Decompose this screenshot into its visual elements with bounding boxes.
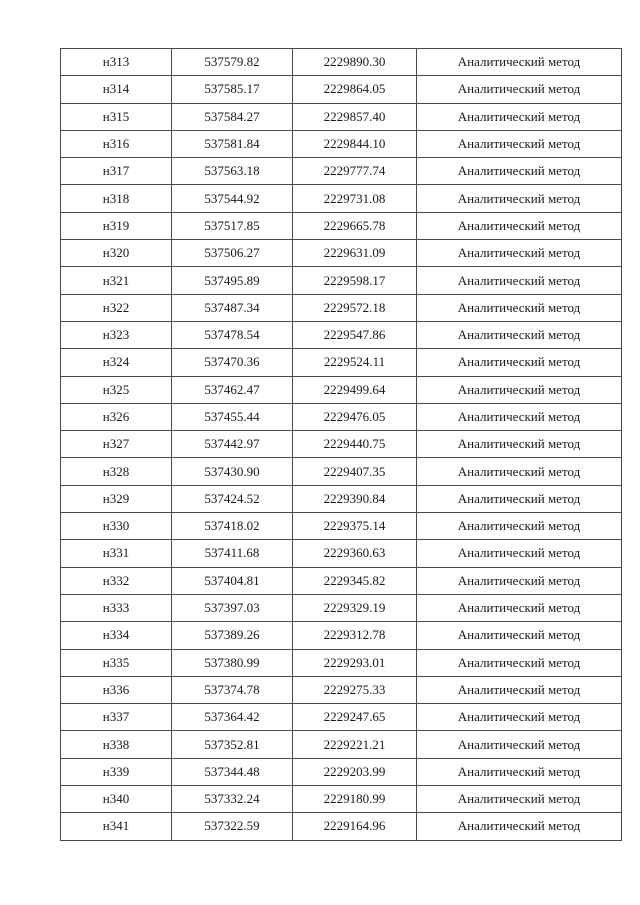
table-row [61, 594, 622, 621]
point-name-cell: н316 [61, 130, 172, 157]
method-cell: Аналитический метод [417, 431, 622, 458]
point-name-cell: н317 [61, 158, 172, 185]
x-coordinate-cell: 537389.26 [172, 622, 293, 649]
point-name-cell: н319 [61, 212, 172, 239]
table-row [61, 813, 622, 840]
point-name-cell: н320 [61, 240, 172, 267]
method-cell: Аналитический метод [417, 267, 622, 294]
y-coordinate-cell: 2229329.19 [293, 594, 417, 621]
point-name-cell: н313 [61, 49, 172, 76]
y-coordinate-cell: 2229598.17 [293, 267, 417, 294]
y-coordinate-cell: 2229524.11 [293, 349, 417, 376]
y-coordinate-cell: 2229844.10 [293, 130, 417, 157]
x-coordinate-cell: 537585.17 [172, 76, 293, 103]
x-coordinate-cell: 537411.68 [172, 540, 293, 567]
y-coordinate-cell: 2229499.64 [293, 376, 417, 403]
method-cell: Аналитический метод [417, 704, 622, 731]
method-cell: Аналитический метод [417, 758, 622, 785]
table-row [61, 458, 622, 485]
method-cell: Аналитический метод [417, 485, 622, 512]
method-cell: Аналитический метод [417, 786, 622, 813]
point-name-cell: н339 [61, 758, 172, 785]
method-cell: Аналитический метод [417, 540, 622, 567]
table-row [61, 649, 622, 676]
method-cell: Аналитический метод [417, 294, 622, 321]
x-coordinate-cell: 537418.02 [172, 513, 293, 540]
x-coordinate-cell: 537487.34 [172, 294, 293, 321]
y-coordinate-cell: 2229164.96 [293, 813, 417, 840]
method-cell: Аналитический метод [417, 349, 622, 376]
point-name-cell: н327 [61, 431, 172, 458]
method-cell: Аналитический метод [417, 158, 622, 185]
x-coordinate-cell: 537506.27 [172, 240, 293, 267]
method-cell: Аналитический метод [417, 622, 622, 649]
x-coordinate-cell: 537322.59 [172, 813, 293, 840]
point-name-cell: н328 [61, 458, 172, 485]
point-name-cell: н329 [61, 485, 172, 512]
table-row [61, 103, 622, 130]
table-row [61, 403, 622, 430]
method-cell: Аналитический метод [417, 676, 622, 703]
table-row [61, 567, 622, 594]
method-cell: Аналитический метод [417, 649, 622, 676]
x-coordinate-cell: 537563.18 [172, 158, 293, 185]
table-row [61, 240, 622, 267]
x-coordinate-cell: 537374.78 [172, 676, 293, 703]
point-name-cell: н315 [61, 103, 172, 130]
table-row [61, 267, 622, 294]
table-row [61, 349, 622, 376]
x-coordinate-cell: 537462.47 [172, 376, 293, 403]
point-name-cell: н333 [61, 594, 172, 621]
point-name-cell: н330 [61, 513, 172, 540]
method-cell: Аналитический метод [417, 594, 622, 621]
x-coordinate-cell: 537579.82 [172, 49, 293, 76]
method-cell: Аналитический метод [417, 513, 622, 540]
y-coordinate-cell: 2229390.84 [293, 485, 417, 512]
x-coordinate-cell: 537404.81 [172, 567, 293, 594]
method-cell: Аналитический метод [417, 376, 622, 403]
point-name-cell: н341 [61, 813, 172, 840]
y-coordinate-cell: 2229407.35 [293, 458, 417, 485]
method-cell: Аналитический метод [417, 185, 622, 212]
table-row [61, 622, 622, 649]
y-coordinate-cell: 2229247.65 [293, 704, 417, 731]
table-row [61, 704, 622, 731]
y-coordinate-cell: 2229375.14 [293, 513, 417, 540]
coordinates-table-body [61, 49, 622, 841]
point-name-cell: н337 [61, 704, 172, 731]
y-coordinate-cell: 2229360.63 [293, 540, 417, 567]
y-coordinate-cell: 2229312.78 [293, 622, 417, 649]
point-name-cell: н332 [61, 567, 172, 594]
point-name-cell: н322 [61, 294, 172, 321]
point-name-cell: н331 [61, 540, 172, 567]
point-name-cell: н324 [61, 349, 172, 376]
point-name-cell: н334 [61, 622, 172, 649]
point-name-cell: н325 [61, 376, 172, 403]
document-page [60, 48, 621, 841]
method-cell: Аналитический метод [417, 813, 622, 840]
y-coordinate-cell: 2229203.99 [293, 758, 417, 785]
method-cell: Аналитический метод [417, 240, 622, 267]
point-name-cell: н336 [61, 676, 172, 703]
point-name-cell: н323 [61, 321, 172, 348]
x-coordinate-cell: 537495.89 [172, 267, 293, 294]
method-cell: Аналитический метод [417, 403, 622, 430]
method-cell: Аналитический метод [417, 212, 622, 239]
method-cell: Аналитический метод [417, 731, 622, 758]
y-coordinate-cell: 2229857.40 [293, 103, 417, 130]
table-row [61, 185, 622, 212]
y-coordinate-cell: 2229890.30 [293, 49, 417, 76]
point-name-cell: н321 [61, 267, 172, 294]
table-row [61, 212, 622, 239]
table-row [61, 294, 622, 321]
table-row [61, 158, 622, 185]
x-coordinate-cell: 537344.48 [172, 758, 293, 785]
method-cell: Аналитический метод [417, 321, 622, 348]
y-coordinate-cell: 2229180.99 [293, 786, 417, 813]
x-coordinate-cell: 537544.92 [172, 185, 293, 212]
x-coordinate-cell: 537332.24 [172, 786, 293, 813]
x-coordinate-cell: 537442.97 [172, 431, 293, 458]
x-coordinate-cell: 537352.81 [172, 731, 293, 758]
method-cell: Аналитический метод [417, 103, 622, 130]
x-coordinate-cell: 537470.36 [172, 349, 293, 376]
table-row [61, 321, 622, 348]
table-row [61, 76, 622, 103]
method-cell: Аналитический метод [417, 567, 622, 594]
method-cell: Аналитический метод [417, 458, 622, 485]
y-coordinate-cell: 2229572.18 [293, 294, 417, 321]
table-row [61, 376, 622, 403]
x-coordinate-cell: 537397.03 [172, 594, 293, 621]
x-coordinate-cell: 537455.44 [172, 403, 293, 430]
method-cell: Аналитический метод [417, 76, 622, 103]
table-row [61, 513, 622, 540]
x-coordinate-cell: 537478.54 [172, 321, 293, 348]
point-name-cell: н335 [61, 649, 172, 676]
x-coordinate-cell: 537584.27 [172, 103, 293, 130]
point-name-cell: н326 [61, 403, 172, 430]
y-coordinate-cell: 2229547.86 [293, 321, 417, 348]
table-row [61, 758, 622, 785]
y-coordinate-cell: 2229731.08 [293, 185, 417, 212]
table-row [61, 431, 622, 458]
point-name-cell: н318 [61, 185, 172, 212]
y-coordinate-cell: 2229631.09 [293, 240, 417, 267]
table-row [61, 540, 622, 567]
table-row [61, 676, 622, 703]
x-coordinate-cell: 537581.84 [172, 130, 293, 157]
coordinates-table [60, 48, 622, 841]
table-row [61, 49, 622, 76]
y-coordinate-cell: 2229221.21 [293, 731, 417, 758]
y-coordinate-cell: 2229275.33 [293, 676, 417, 703]
method-cell: Аналитический метод [417, 49, 622, 76]
table-row [61, 731, 622, 758]
x-coordinate-cell: 537364.42 [172, 704, 293, 731]
y-coordinate-cell: 2229476.05 [293, 403, 417, 430]
y-coordinate-cell: 2229777.74 [293, 158, 417, 185]
y-coordinate-cell: 2229665.78 [293, 212, 417, 239]
y-coordinate-cell: 2229293.01 [293, 649, 417, 676]
y-coordinate-cell: 2229345.82 [293, 567, 417, 594]
table-row [61, 786, 622, 813]
table-row [61, 130, 622, 157]
point-name-cell: н338 [61, 731, 172, 758]
x-coordinate-cell: 537424.52 [172, 485, 293, 512]
point-name-cell: н314 [61, 76, 172, 103]
method-cell: Аналитический метод [417, 130, 622, 157]
x-coordinate-cell: 537430.90 [172, 458, 293, 485]
y-coordinate-cell: 2229864.05 [293, 76, 417, 103]
table-row [61, 485, 622, 512]
x-coordinate-cell: 537517.85 [172, 212, 293, 239]
y-coordinate-cell: 2229440.75 [293, 431, 417, 458]
point-name-cell: н340 [61, 786, 172, 813]
x-coordinate-cell: 537380.99 [172, 649, 293, 676]
